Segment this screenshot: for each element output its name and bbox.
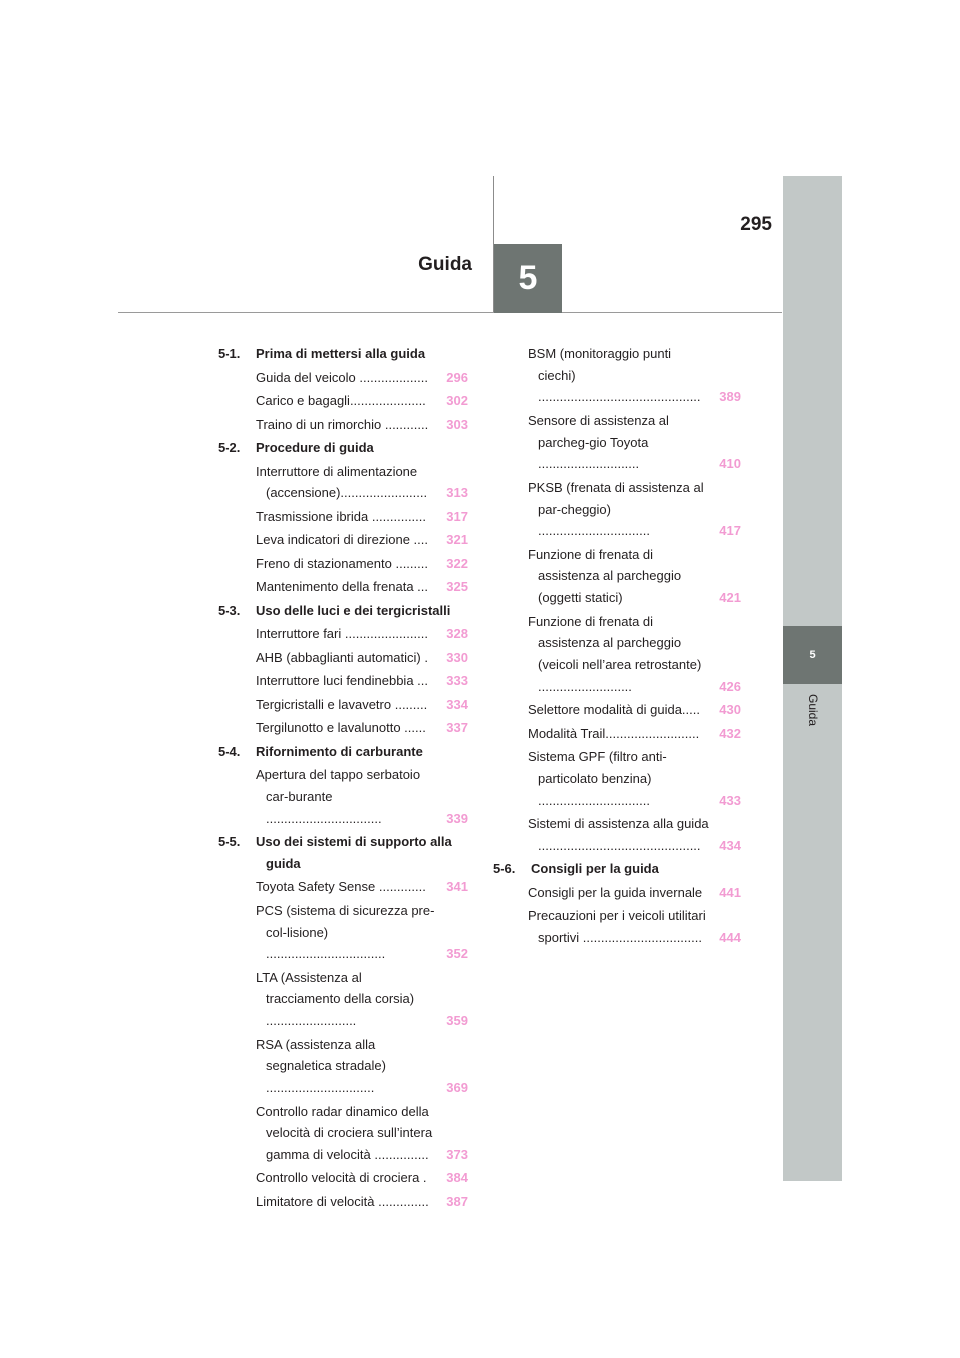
toc-entry-text: Toyota Safety Sense ............. <box>256 879 426 895</box>
toc-entry[interactable] <box>256 1101 468 1166</box>
toc-page-link[interactable]: 369 <box>446 1080 468 1096</box>
toc-section-heading <box>493 858 741 880</box>
toc-entry[interactable] <box>256 529 468 551</box>
toc-entry[interactable] <box>528 905 741 948</box>
toc-entry-text: PKSB (frenata di assistenza al par-cheggio) ............................... <box>528 479 704 539</box>
toc-entry[interactable] <box>256 461 468 504</box>
toc-entry-text: Controllo velocità di crociera . <box>256 1170 427 1186</box>
chapter-title: Guida <box>418 254 472 275</box>
toc-page-link[interactable]: 432 <box>719 725 741 741</box>
toc-entry-text: Sistemi di assistenza alla guida ............................................. <box>528 816 709 853</box>
toc-entry[interactable] <box>528 813 741 856</box>
toc-page-link[interactable]: 317 <box>446 508 468 524</box>
toc-section-heading <box>218 343 468 365</box>
toc-entry[interactable] <box>256 1034 468 1099</box>
toc-entry[interactable] <box>528 746 741 811</box>
toc-entry[interactable] <box>256 647 468 669</box>
toc-section-title: Procedure di guida <box>256 440 374 455</box>
toc-page-link[interactable]: 389 <box>719 389 741 405</box>
toc-page-link[interactable]: 417 <box>719 523 741 539</box>
side-chapter-tab[interactable]: 5 <box>783 626 842 684</box>
toc-entry[interactable] <box>256 1191 468 1213</box>
toc-page-link[interactable]: 296 <box>446 369 468 385</box>
toc-entry-text: BSM (monitoraggio punti ciechi) ............................................. <box>528 346 701 405</box>
toc-entry-text: Modalità Trail.......................... <box>528 725 700 741</box>
toc-page-link[interactable]: 302 <box>446 393 468 408</box>
toc-page-link[interactable]: 330 <box>446 649 468 665</box>
toc-page-link[interactable]: 339 <box>446 810 468 826</box>
toc-section-title: Uso dei sistemi di supporto alla guida <box>256 834 452 871</box>
toc-page-link[interactable]: 359 <box>446 1013 468 1029</box>
toc-page-link[interactable]: 341 <box>446 879 468 895</box>
side-chapter-label <box>800 690 826 750</box>
toc-entry[interactable] <box>256 553 468 575</box>
page-number: 295 <box>740 214 772 235</box>
toc-section-heading <box>218 600 468 622</box>
toc-entry-text: LTA (Assistenza al tracciamento della corsia) ......................... <box>256 969 415 1029</box>
toc-entry-text: Traino di un rimorchio ............ <box>256 416 429 432</box>
toc-entry-text: Tergicristalli e lavavetro ......... <box>256 696 428 712</box>
toc-page-link[interactable]: 303 <box>446 416 468 432</box>
toc-entry-text: Sensore di assistenza al parcheg-gio Toyota ............................ <box>528 412 669 472</box>
toc-entry[interactable] <box>528 343 741 408</box>
toc-entry-text: Limitatore di velocità .............. <box>256 1193 429 1209</box>
toc-entry[interactable] <box>528 410 741 475</box>
toc-page-link[interactable]: 433 <box>719 792 741 808</box>
toc-page-link[interactable]: 410 <box>719 456 741 472</box>
toc-entry-text: RSA (assistenza alla segnaletica stradale) .............................. <box>256 1036 386 1096</box>
toc-entry[interactable] <box>256 876 468 898</box>
toc-entry-text: Sistema GPF (filtro anti-particolato benzina) ............................... <box>528 749 667 808</box>
toc-page-link[interactable]: 387 <box>446 1193 468 1209</box>
toc-entry-text: Consigli per la guida invernale <box>528 884 703 900</box>
toc-entry[interactable] <box>256 1167 468 1189</box>
toc-page-link[interactable]: 313 <box>446 485 468 501</box>
toc-section-heading <box>218 831 468 874</box>
toc-section-heading <box>218 437 468 459</box>
toc-page-link[interactable]: 430 <box>719 702 741 718</box>
toc-page-link[interactable]: 373 <box>446 1146 468 1162</box>
toc-page-link[interactable]: 384 <box>446 1170 468 1186</box>
toc-entry-text: Tergilunotto e lavalunotto ...... <box>256 720 426 736</box>
toc-entry[interactable] <box>528 699 741 721</box>
toc-page-link[interactable]: 325 <box>446 579 468 595</box>
toc-entry[interactable] <box>256 764 468 829</box>
toc-entry[interactable] <box>256 623 468 645</box>
toc-page-link[interactable]: 334 <box>446 696 468 712</box>
toc-entry-text: PCS (sistema di sicurezza pre-col-lisione) ................................. <box>256 902 435 962</box>
toc-entry[interactable] <box>528 723 741 745</box>
toc-entry-text: Precauzioni per i veicoli utilitari sportivi ................................. <box>528 908 706 946</box>
toc-entry[interactable] <box>256 414 468 436</box>
chapter-number-box: 5 <box>494 244 562 313</box>
toc-entry-text: Guida del veicolo ................... <box>256 369 428 385</box>
toc-entry[interactable] <box>256 900 468 965</box>
toc-entry-text: Selettore modalità di guida..... <box>528 702 700 718</box>
toc-entry[interactable] <box>528 611 741 698</box>
toc-entry[interactable] <box>256 390 468 412</box>
toc-entry-text: AHB (abbaglianti automatici) . <box>256 649 428 665</box>
header-horizontal-divider <box>118 312 782 313</box>
toc-entry[interactable] <box>256 506 468 528</box>
toc-page-link[interactable]: 426 <box>719 678 741 694</box>
toc-entry[interactable] <box>256 576 468 598</box>
toc-section-number: 5-2. <box>218 440 241 455</box>
toc-entry-text: Mantenimento della frenata ... <box>256 579 428 595</box>
toc-entry[interactable] <box>528 477 741 542</box>
toc-entry[interactable] <box>528 882 741 904</box>
toc-entry-text: Apertura del tappo serbatoio car-burante ................................ <box>256 767 421 826</box>
toc-page-link[interactable]: 333 <box>446 673 468 689</box>
toc-section-number: 5-6. <box>493 861 516 877</box>
toc-entry[interactable] <box>256 717 468 739</box>
toc-section-number: 5-5. <box>218 834 241 850</box>
toc-page-link[interactable]: 322 <box>446 555 468 571</box>
toc-page-link[interactable]: 441 <box>719 884 741 900</box>
toc-entry-text: Carico e bagagli..................... <box>256 393 426 408</box>
toc-entry-text: Interruttore fari ....................... <box>256 626 428 642</box>
toc-page-link[interactable]: 444 <box>719 930 741 946</box>
toc-section-title: Rifornimento di carburante <box>256 743 423 759</box>
toc-section-title: Uso delle luci e dei tergicristalli <box>256 602 451 618</box>
toc-page-link[interactable]: 328 <box>446 626 468 642</box>
toc-page-link[interactable]: 337 <box>446 720 468 736</box>
toc-entry[interactable] <box>256 694 468 716</box>
toc-page-link[interactable]: 421 <box>719 590 741 606</box>
toc-section-number: 5-3. <box>218 602 241 618</box>
toc-entry[interactable] <box>256 967 468 1032</box>
toc-section-title: Consigli per la guida <box>531 861 659 877</box>
toc-entry-text: Leva indicatori di direzione .... <box>256 532 428 548</box>
toc-entry-text: Interruttore luci fendinebbia ... <box>256 673 428 689</box>
toc-section-title: Prima di mettersi alla guida <box>256 346 426 361</box>
toc-page-link[interactable]: 321 <box>446 532 468 548</box>
toc-right-column <box>493 343 741 951</box>
toc-section-number: 5-1. <box>218 346 241 361</box>
toc-section-heading <box>218 741 468 763</box>
toc-entry-text: Interruttore di alimentazione (accensione)........................ <box>256 463 428 501</box>
toc-page-link[interactable]: 434 <box>719 837 741 853</box>
toc-entry-text: Trasmissione ibrida ............... <box>256 508 427 524</box>
toc-entry[interactable] <box>256 670 468 692</box>
toc-section-number: 5-4. <box>218 743 241 759</box>
toc-entry-text: Freno di stazionamento ......... <box>256 555 428 571</box>
side-chapter-label-text: Guida <box>806 693 820 727</box>
toc-entry-text: Funzione di frenata di assistenza al parcheggio (veicoli nell’area retrostante) .......................... <box>528 613 702 694</box>
toc-page-link[interactable]: 352 <box>446 946 468 962</box>
toc-entry[interactable] <box>256 367 468 389</box>
toc-left-column <box>218 343 468 1214</box>
toc-entry-text: Funzione di frenata di assistenza al parcheggio (oggetti statici) <box>528 546 682 606</box>
toc-entry[interactable] <box>528 544 741 609</box>
toc-entry-text: Controllo radar dinamico della velocità di crociera sull’intera gamma di velocità ............... <box>256 1103 433 1162</box>
